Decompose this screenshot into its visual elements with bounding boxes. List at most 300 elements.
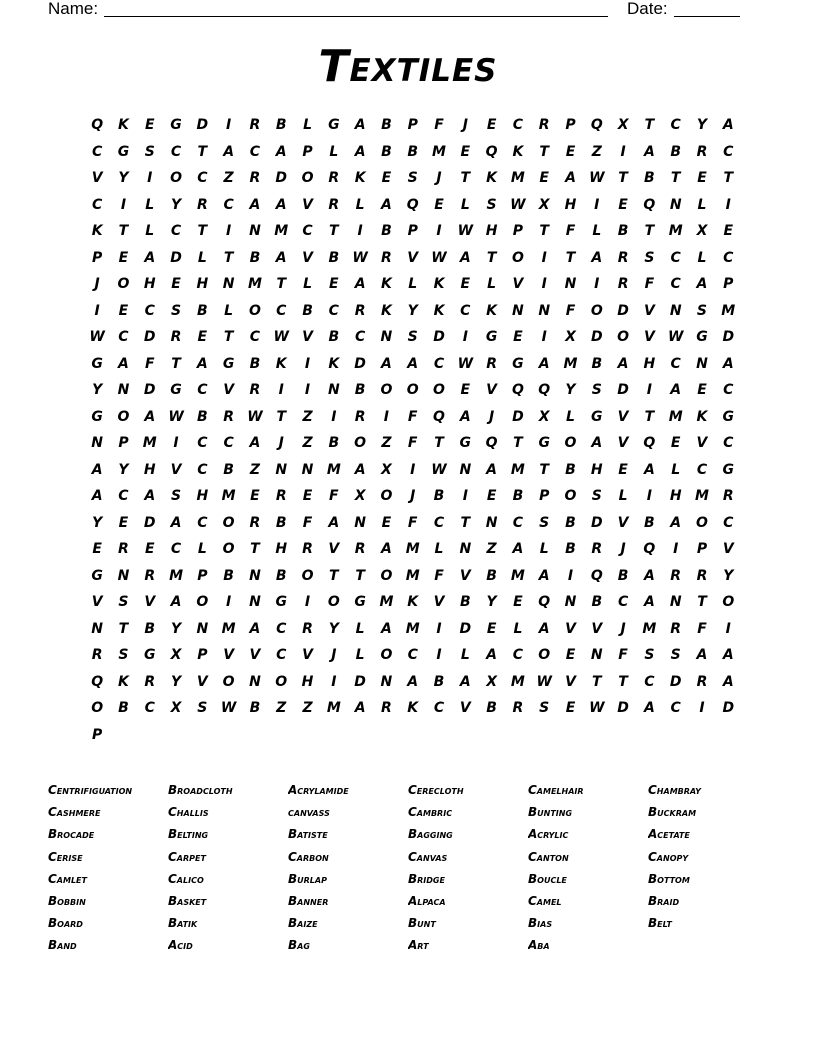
- grid-letter[interactable]: M: [221, 488, 236, 505]
- grid-letter[interactable]: Q: [433, 408, 445, 425]
- grid-letter[interactable]: K: [275, 355, 287, 372]
- grid-letter[interactable]: M: [721, 302, 736, 319]
- grid-letter[interactable]: R: [696, 567, 708, 584]
- grid-letter[interactable]: C: [670, 355, 681, 372]
- grid-letter[interactable]: V: [223, 382, 235, 399]
- grid-letter[interactable]: E: [486, 620, 497, 637]
- grid-letter[interactable]: I: [278, 382, 284, 399]
- grid-letter[interactable]: I: [646, 382, 652, 399]
- grid-letter[interactable]: R: [275, 488, 287, 505]
- grid-letter[interactable]: V: [407, 249, 419, 266]
- grid-letter[interactable]: F: [144, 355, 155, 372]
- grid-letter[interactable]: C: [197, 435, 208, 452]
- grid-letter[interactable]: O: [617, 329, 630, 346]
- grid-letter[interactable]: E: [513, 594, 523, 611]
- grid-letter[interactable]: S: [644, 647, 655, 664]
- grid-letter[interactable]: T: [697, 594, 707, 611]
- grid-letter[interactable]: C: [328, 302, 339, 319]
- grid-letter[interactable]: A: [486, 647, 498, 664]
- grid-letter[interactable]: Y: [565, 382, 576, 399]
- grid-letter[interactable]: A: [407, 673, 419, 690]
- grid-letter[interactable]: A: [459, 249, 471, 266]
- grid-letter[interactable]: R: [249, 382, 261, 399]
- grid-letter[interactable]: S: [591, 382, 602, 399]
- grid-letter[interactable]: C: [197, 461, 208, 478]
- grid-letter[interactable]: E: [486, 117, 497, 134]
- grid-letter[interactable]: D: [722, 329, 735, 346]
- grid-letter[interactable]: D: [143, 514, 156, 531]
- grid-letter[interactable]: O: [590, 302, 603, 319]
- grid-letter[interactable]: Q: [91, 117, 104, 134]
- grid-letter[interactable]: B: [354, 382, 366, 399]
- grid-letter[interactable]: N: [249, 223, 261, 240]
- grid-letter[interactable]: V: [249, 647, 261, 664]
- grid-letter[interactable]: I: [357, 223, 363, 240]
- grid-letter[interactable]: Q: [590, 117, 603, 134]
- grid-letter[interactable]: P: [696, 541, 708, 558]
- grid-letter[interactable]: G: [275, 594, 287, 611]
- grid-letter[interactable]: T: [644, 408, 655, 425]
- grid-letter[interactable]: Z: [302, 435, 313, 452]
- grid-letter[interactable]: Q: [406, 196, 419, 213]
- grid-letter[interactable]: R: [249, 170, 261, 187]
- grid-letter[interactable]: B: [328, 249, 340, 266]
- grid-letter[interactable]: W: [220, 700, 237, 717]
- grid-letter[interactable]: H: [143, 461, 156, 478]
- grid-letter[interactable]: T: [539, 461, 549, 478]
- grid-letter[interactable]: I: [436, 647, 442, 664]
- grid-letter[interactable]: G: [91, 408, 103, 425]
- grid-letter[interactable]: N: [590, 647, 603, 664]
- grid-letter[interactable]: X: [696, 223, 708, 240]
- grid-letter[interactable]: M: [695, 488, 709, 505]
- grid-letter[interactable]: W: [89, 329, 105, 346]
- grid-letter[interactable]: C: [118, 488, 129, 505]
- grid-letter[interactable]: V: [565, 673, 576, 690]
- grid-letter[interactable]: W: [273, 329, 289, 346]
- grid-letter[interactable]: A: [722, 355, 734, 372]
- grid-letter[interactable]: T: [223, 249, 234, 266]
- grid-letter[interactable]: N: [380, 329, 393, 346]
- grid-letter[interactable]: D: [143, 382, 156, 399]
- grid-letter[interactable]: C: [144, 302, 155, 319]
- grid-letter[interactable]: I: [226, 223, 232, 240]
- grid-letter[interactable]: T: [329, 223, 339, 240]
- grid-letter[interactable]: C: [92, 196, 103, 213]
- word-search-grid[interactable]: [84, 112, 741, 748]
- grid-letter[interactable]: K: [696, 408, 708, 425]
- grid-letter[interactable]: D: [170, 249, 182, 266]
- grid-letter[interactable]: D: [617, 700, 629, 717]
- grid-letter[interactable]: V: [328, 541, 340, 558]
- grid-letter[interactable]: N: [249, 673, 261, 690]
- grid-letter[interactable]: P: [118, 435, 129, 452]
- grid-letter[interactable]: E: [302, 488, 313, 505]
- grid-letter[interactable]: E: [92, 541, 102, 558]
- grid-letter[interactable]: R: [328, 170, 340, 187]
- grid-letter[interactable]: O: [170, 170, 182, 187]
- grid-letter[interactable]: T: [223, 329, 234, 346]
- grid-letter[interactable]: D: [722, 700, 735, 717]
- grid-letter[interactable]: N: [196, 620, 209, 637]
- grid-letter[interactable]: A: [617, 355, 629, 372]
- grid-letter[interactable]: I: [462, 329, 468, 346]
- grid-letter[interactable]: C: [197, 514, 208, 531]
- grid-letter[interactable]: E: [565, 647, 576, 664]
- grid-letter[interactable]: V: [643, 302, 655, 319]
- grid-letter[interactable]: F: [329, 488, 339, 505]
- grid-letter[interactable]: E: [539, 170, 549, 187]
- grid-letter[interactable]: L: [355, 647, 365, 664]
- grid-letter[interactable]: M: [326, 461, 341, 478]
- grid-letter[interactable]: O: [406, 382, 419, 399]
- grid-letter[interactable]: A: [170, 594, 182, 611]
- grid-letter[interactable]: E: [460, 143, 471, 160]
- grid-letter[interactable]: C: [276, 620, 287, 637]
- grid-letter[interactable]: F: [618, 647, 628, 664]
- grid-letter[interactable]: Q: [643, 541, 656, 558]
- grid-letter[interactable]: T: [644, 117, 655, 134]
- grid-letter[interactable]: N: [538, 302, 551, 319]
- grid-letter[interactable]: S: [170, 488, 182, 505]
- grid-letter[interactable]: G: [591, 408, 603, 425]
- grid-letter[interactable]: C: [407, 647, 418, 664]
- grid-letter[interactable]: T: [565, 249, 576, 266]
- grid-letter[interactable]: K: [380, 302, 392, 319]
- grid-letter[interactable]: E: [486, 488, 497, 505]
- grid-letter[interactable]: C: [302, 223, 313, 240]
- grid-letter[interactable]: O: [696, 514, 708, 531]
- grid-letter[interactable]: D: [143, 329, 156, 346]
- grid-letter[interactable]: I: [673, 541, 679, 558]
- grid-letter[interactable]: R: [249, 514, 261, 531]
- grid-letter[interactable]: E: [381, 170, 392, 187]
- grid-letter[interactable]: R: [328, 196, 340, 213]
- grid-letter[interactable]: I: [304, 594, 311, 611]
- grid-letter[interactable]: B: [275, 117, 287, 134]
- grid-letter[interactable]: F: [565, 223, 576, 240]
- grid-letter[interactable]: V: [302, 329, 313, 346]
- grid-letter[interactable]: K: [328, 355, 340, 372]
- grid-letter[interactable]: I: [725, 620, 731, 637]
- grid-letter[interactable]: Q: [91, 673, 104, 690]
- grid-letter[interactable]: O: [354, 435, 367, 452]
- grid-letter[interactable]: G: [722, 408, 735, 425]
- grid-letter[interactable]: D: [590, 329, 603, 346]
- grid-letter[interactable]: P: [197, 567, 208, 584]
- grid-letter[interactable]: E: [513, 329, 523, 346]
- grid-letter[interactable]: X: [538, 196, 550, 213]
- grid-letter[interactable]: A: [249, 620, 261, 637]
- grid-letter[interactable]: M: [668, 408, 683, 425]
- grid-letter[interactable]: N: [459, 461, 472, 478]
- date-blank-line[interactable]: [674, 16, 740, 17]
- grid-letter[interactable]: E: [381, 514, 392, 531]
- grid-letter[interactable]: G: [485, 329, 498, 346]
- grid-letter[interactable]: T: [355, 567, 365, 584]
- grid-letter[interactable]: C: [512, 514, 524, 531]
- grid-letter[interactable]: B: [486, 567, 497, 584]
- grid-letter[interactable]: B: [565, 461, 576, 478]
- grid-letter[interactable]: A: [380, 620, 392, 637]
- grid-letter[interactable]: E: [118, 514, 129, 531]
- grid-letter[interactable]: L: [355, 620, 365, 637]
- grid-letter[interactable]: W: [536, 673, 552, 690]
- grid-letter[interactable]: C: [249, 143, 261, 160]
- grid-letter[interactable]: A: [354, 117, 366, 134]
- grid-letter[interactable]: R: [381, 249, 392, 266]
- grid-letter[interactable]: B: [407, 143, 419, 160]
- grid-letter[interactable]: L: [460, 647, 470, 664]
- grid-letter[interactable]: A: [118, 355, 129, 372]
- grid-letter[interactable]: A: [643, 594, 655, 611]
- grid-letter[interactable]: A: [354, 700, 366, 717]
- grid-letter[interactable]: C: [512, 647, 524, 664]
- grid-letter[interactable]: Y: [118, 461, 129, 478]
- grid-letter[interactable]: V: [591, 620, 603, 637]
- grid-letter[interactable]: C: [723, 143, 734, 160]
- grid-letter[interactable]: T: [618, 673, 628, 690]
- grid-letter[interactable]: D: [275, 170, 288, 187]
- grid-letter[interactable]: A: [486, 461, 498, 478]
- grid-letter[interactable]: R: [302, 541, 313, 558]
- grid-letter[interactable]: N: [301, 461, 314, 478]
- grid-letter[interactable]: Y: [723, 567, 734, 584]
- grid-letter[interactable]: C: [670, 117, 681, 134]
- grid-letter[interactable]: T: [723, 170, 734, 187]
- grid-letter[interactable]: E: [670, 435, 681, 452]
- grid-letter[interactable]: W: [589, 170, 605, 187]
- grid-letter[interactable]: O: [91, 700, 104, 717]
- grid-letter[interactable]: G: [91, 567, 103, 584]
- grid-letter[interactable]: P: [512, 223, 524, 240]
- grid-letter[interactable]: C: [144, 700, 155, 717]
- grid-letter[interactable]: A: [249, 435, 261, 452]
- grid-letter[interactable]: A: [696, 647, 708, 664]
- grid-letter[interactable]: V: [459, 700, 471, 717]
- grid-letter[interactable]: O: [722, 594, 735, 611]
- grid-letter[interactable]: E: [460, 276, 471, 293]
- grid-letter[interactable]: V: [512, 276, 524, 293]
- grid-letter[interactable]: E: [460, 382, 471, 399]
- grid-letter[interactable]: C: [723, 435, 734, 452]
- grid-letter[interactable]: D: [617, 382, 629, 399]
- grid-letter[interactable]: L: [197, 541, 207, 558]
- grid-letter[interactable]: A: [538, 620, 550, 637]
- grid-letter[interactable]: B: [670, 143, 682, 160]
- grid-letter[interactable]: G: [722, 461, 735, 478]
- grid-letter[interactable]: R: [144, 673, 156, 690]
- grid-letter[interactable]: P: [539, 488, 550, 505]
- grid-letter[interactable]: J: [620, 541, 626, 558]
- grid-letter[interactable]: O: [301, 567, 314, 584]
- grid-letter[interactable]: Y: [92, 382, 103, 399]
- grid-letter[interactable]: J: [410, 488, 416, 505]
- grid-letter[interactable]: K: [433, 302, 445, 319]
- grid-letter[interactable]: R: [670, 620, 682, 637]
- grid-letter[interactable]: L: [460, 196, 470, 213]
- grid-letter[interactable]: N: [91, 435, 103, 452]
- grid-letter[interactable]: A: [591, 435, 603, 452]
- grid-letter[interactable]: M: [326, 700, 341, 717]
- grid-letter[interactable]: T: [329, 567, 339, 584]
- grid-letter[interactable]: I: [173, 435, 179, 452]
- grid-letter[interactable]: G: [696, 329, 708, 346]
- grid-letter[interactable]: L: [408, 276, 418, 293]
- grid-letter[interactable]: W: [352, 249, 368, 266]
- grid-letter[interactable]: A: [144, 488, 156, 505]
- grid-letter[interactable]: X: [617, 117, 629, 134]
- grid-letter[interactable]: G: [354, 594, 366, 611]
- grid-letter[interactable]: S: [118, 647, 129, 664]
- grid-letter[interactable]: T: [486, 249, 497, 266]
- grid-letter[interactable]: N: [354, 514, 366, 531]
- grid-letter[interactable]: I: [304, 355, 311, 372]
- grid-letter[interactable]: X: [381, 461, 392, 478]
- grid-letter[interactable]: H: [669, 488, 682, 505]
- grid-letter[interactable]: Y: [118, 170, 129, 187]
- grid-letter[interactable]: N: [327, 382, 340, 399]
- grid-letter[interactable]: F: [407, 408, 418, 425]
- grid-letter[interactable]: L: [434, 541, 444, 558]
- grid-letter[interactable]: N: [669, 594, 682, 611]
- grid-letter[interactable]: A: [670, 382, 682, 399]
- grid-letter[interactable]: N: [669, 196, 682, 213]
- grid-letter[interactable]: J: [331, 647, 337, 664]
- grid-letter[interactable]: L: [671, 461, 681, 478]
- grid-letter[interactable]: T: [118, 620, 129, 637]
- grid-letter[interactable]: X: [486, 673, 497, 690]
- grid-letter[interactable]: I: [594, 196, 600, 213]
- grid-letter[interactable]: M: [379, 594, 394, 611]
- grid-letter[interactable]: A: [538, 567, 550, 584]
- grid-letter[interactable]: A: [380, 541, 392, 558]
- grid-letter[interactable]: E: [618, 196, 628, 213]
- grid-letter[interactable]: T: [118, 223, 129, 240]
- grid-letter[interactable]: I: [567, 567, 574, 584]
- grid-letter[interactable]: K: [118, 117, 129, 134]
- grid-letter[interactable]: B: [617, 567, 629, 584]
- grid-letter[interactable]: T: [460, 514, 471, 531]
- grid-letter[interactable]: B: [486, 700, 497, 717]
- grid-letter[interactable]: B: [381, 117, 392, 134]
- grid-letter[interactable]: O: [380, 567, 393, 584]
- grid-letter[interactable]: I: [226, 117, 232, 134]
- grid-letter[interactable]: A: [722, 647, 734, 664]
- grid-letter[interactable]: W: [510, 196, 526, 213]
- grid-letter[interactable]: A: [591, 249, 603, 266]
- grid-letter[interactable]: G: [170, 382, 182, 399]
- grid-letter[interactable]: Z: [302, 700, 313, 717]
- grid-letter[interactable]: F: [407, 435, 418, 452]
- grid-letter[interactable]: C: [354, 329, 366, 346]
- grid-letter[interactable]: R: [670, 567, 682, 584]
- grid-letter[interactable]: O: [222, 673, 235, 690]
- grid-letter[interactable]: E: [565, 143, 576, 160]
- grid-letter[interactable]: E: [565, 700, 576, 717]
- grid-letter[interactable]: C: [670, 249, 681, 266]
- grid-letter[interactable]: L: [329, 143, 339, 160]
- grid-letter[interactable]: X: [170, 647, 182, 664]
- grid-letter[interactable]: R: [223, 408, 235, 425]
- grid-letter[interactable]: B: [197, 302, 208, 319]
- grid-letter[interactable]: O: [380, 488, 393, 505]
- grid-letter[interactable]: N: [564, 276, 577, 293]
- grid-letter[interactable]: V: [302, 647, 313, 664]
- grid-letter[interactable]: I: [383, 408, 390, 425]
- grid-letter[interactable]: N: [669, 302, 682, 319]
- grid-letter[interactable]: Z: [591, 143, 602, 160]
- grid-letter[interactable]: H: [275, 541, 288, 558]
- grid-letter[interactable]: R: [144, 567, 156, 584]
- grid-letter[interactable]: A: [643, 567, 655, 584]
- grid-letter[interactable]: I: [436, 620, 442, 637]
- grid-letter[interactable]: A: [91, 461, 103, 478]
- grid-letter[interactable]: F: [302, 514, 313, 531]
- grid-letter[interactable]: G: [143, 647, 156, 664]
- grid-letter[interactable]: R: [170, 329, 182, 346]
- grid-letter[interactable]: C: [170, 143, 182, 160]
- grid-letter[interactable]: L: [355, 196, 365, 213]
- grid-letter[interactable]: S: [407, 170, 418, 187]
- grid-letter[interactable]: L: [618, 488, 628, 505]
- grid-letter[interactable]: L: [697, 249, 707, 266]
- grid-letter[interactable]: A: [275, 143, 287, 160]
- grid-letter[interactable]: Q: [590, 567, 603, 584]
- grid-letter[interactable]: R: [696, 143, 708, 160]
- grid-letter[interactable]: V: [459, 567, 471, 584]
- grid-letter[interactable]: C: [723, 249, 734, 266]
- grid-letter[interactable]: G: [91, 355, 103, 372]
- grid-letter[interactable]: I: [541, 276, 547, 293]
- grid-letter[interactable]: I: [331, 673, 337, 690]
- grid-letter[interactable]: A: [354, 276, 366, 293]
- grid-letter[interactable]: A: [196, 355, 208, 372]
- grid-letter[interactable]: C: [433, 700, 445, 717]
- grid-letter[interactable]: K: [354, 170, 366, 187]
- grid-letter[interactable]: Y: [170, 196, 182, 213]
- grid-letter[interactable]: V: [144, 594, 156, 611]
- grid-letter[interactable]: K: [407, 700, 419, 717]
- grid-letter[interactable]: T: [460, 170, 471, 187]
- grid-letter[interactable]: M: [668, 223, 683, 240]
- grid-letter[interactable]: J: [436, 170, 442, 187]
- grid-letter[interactable]: V: [302, 196, 313, 213]
- grid-letter[interactable]: Q: [538, 594, 551, 611]
- grid-letter[interactable]: C: [197, 170, 208, 187]
- grid-letter[interactable]: B: [617, 223, 629, 240]
- grid-letter[interactable]: A: [643, 461, 655, 478]
- grid-letter[interactable]: C: [644, 673, 655, 690]
- grid-letter[interactable]: M: [563, 355, 578, 372]
- grid-letter[interactable]: A: [275, 249, 287, 266]
- grid-letter[interactable]: B: [591, 355, 603, 372]
- grid-letter[interactable]: H: [196, 488, 209, 505]
- grid-letter[interactable]: F: [697, 620, 707, 637]
- grid-letter[interactable]: M: [405, 541, 420, 558]
- grid-letter[interactable]: A: [643, 143, 655, 160]
- grid-letter[interactable]: V: [696, 435, 708, 452]
- grid-letter[interactable]: T: [539, 223, 549, 240]
- grid-letter[interactable]: X: [565, 329, 576, 346]
- grid-letter[interactable]: W: [457, 355, 474, 372]
- grid-letter[interactable]: C: [696, 461, 708, 478]
- grid-letter[interactable]: N: [485, 514, 498, 531]
- grid-letter[interactable]: E: [723, 223, 734, 240]
- grid-letter[interactable]: K: [433, 276, 445, 293]
- grid-letter[interactable]: K: [486, 170, 498, 187]
- grid-letter[interactable]: A: [380, 355, 392, 372]
